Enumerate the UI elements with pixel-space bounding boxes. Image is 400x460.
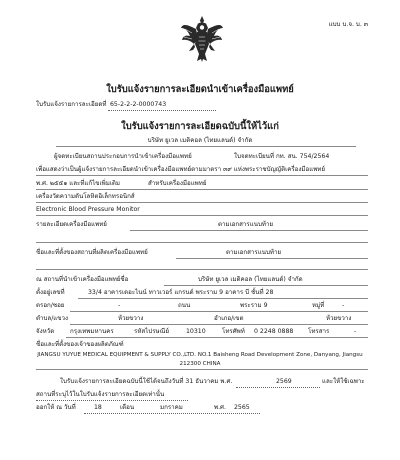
import-site-value: บริษัท ยูเวล เมดิคอล (ไทยแลนด์) จำกัด — [198, 276, 303, 283]
device-name-english: Electronic Blood Pressure Monitor — [36, 206, 140, 213]
cert-no-value: 65-2-2-2-0000743 — [110, 101, 167, 108]
moo-value: - — [342, 302, 345, 309]
district-value: ห้วยขวาง — [326, 315, 352, 322]
subtitle: ใบรับแจ้งรายการละเอียดฉบับนี้ให้ไว้แก่ — [121, 121, 279, 132]
import-site-label: ณ สถานที่นำเข้าเครื่องมือแพทย์ชื่อ — [36, 276, 129, 283]
postcode-value: 10310 — [186, 328, 206, 335]
act-year-line: พ.ศ. ๒๕๕๑ และที่แก้ไขเพิ่มเติม — [36, 180, 120, 187]
province-label: จังหวัด — [36, 328, 55, 335]
garuda-emblem-icon — [180, 14, 224, 64]
year-label: พ.ศ. — [214, 404, 226, 411]
registration-number: ใบจดทะเบียนที่ กท. สน. 754/2564 — [234, 153, 330, 160]
form-code: แบบ บ.จ. บ. ๓ — [328, 21, 368, 28]
owner-label: ชื่อและที่ตั้งของเจ้าของผลิตภัณฑ์ — [36, 341, 124, 348]
road-label: ถนน — [178, 302, 191, 309]
subdistrict-label: ตำบล/แขวง — [36, 315, 69, 322]
address-label: ตั้งอยู่เลขที่ — [36, 289, 65, 296]
declaration-line: เพื่อแสดงว่าเป็นผู้แจ้งรายการละเอียดนำเข้าเครื่องมือแพทย์ตามมาตรา ๓๙ แห่งพระราชบัญญัติเครื่องมือแพทย์ — [36, 166, 325, 173]
manufacturing-site-value: ตามเอกสารแนบท้าย — [226, 249, 282, 256]
issued-year: 2565 — [234, 404, 250, 411]
company-name: บริษัท ยูเวล เมดิคอล (ไทยแลนด์) จำกัด — [147, 137, 253, 144]
owner-value-line-2: 212300 CHINA — [179, 361, 221, 367]
soi-label: ตรอก/ซอย — [36, 302, 65, 309]
moo-label: หมู่ที่ — [312, 302, 325, 309]
issued-day: 18 — [94, 404, 102, 411]
device-detail-value: ตามเอกสารแนบท้าย — [218, 221, 274, 228]
validity-text: ใบรับแจ้งรายการละเอียดฉบับนี้ใช้ได้จนถึงวันที่ 31 ธันวาคม พ.ศ. — [60, 378, 233, 385]
validity-year: 2569 — [276, 378, 292, 385]
issued-month: มกราคม — [160, 404, 183, 411]
month-label: เดือน — [120, 404, 135, 411]
device-for-label: สำหรับเครื่องมือแพทย์ — [148, 180, 207, 187]
document-title: ใบรับแจ้งรายการละเอียดนำเข้าเครื่องมือแพทย์ — [106, 84, 294, 95]
road-value: พระราม 9 — [240, 302, 268, 309]
subdistrict-value: ห้วยขวาง — [118, 315, 144, 322]
issued-label: ออกให้ ณ วันที่ — [36, 404, 76, 411]
device-detail-label: รายละเอียดเครื่องมือแพทย์ — [36, 221, 107, 228]
address-value: 33/4 อาคารเดอะไนน์ ทาวเวอร์ แกรนด์ พระราม 9 อาคาร บี ชั้นที่ 28 — [88, 289, 274, 296]
province-value: กรุงเทพมหานคร — [70, 328, 114, 335]
device-name-thai: เครื่องวัดความดันโลหิตอิเล็กทรอนิกส์ — [36, 193, 135, 200]
validity-scope-label: และให้ใช้เฉพาะ — [322, 378, 365, 385]
fax-value: - — [354, 328, 357, 335]
fax-label: โทรสาร — [308, 328, 330, 335]
owner-value-line-1: JIANGSU YUYUE MEDICAL EQUIPMENT & SUPPLY CO.,LTD. NO.1 Baisheng Road Development Zone, Danyang, Jiangsu — [37, 352, 363, 358]
cert-no-label: ใบรับแจ้งรายการละเอียดที่ — [36, 101, 107, 108]
manufacturing-site-label: ชื่อและที่ตั้งของสถานที่ผลิตเครื่องมือแพทย์ — [36, 249, 148, 256]
postcode-label: รหัสไปรษณีย์ — [134, 328, 169, 335]
phone-value: 0 2248 0888 — [254, 328, 294, 335]
district-label: อำเภอ/เขต — [214, 315, 244, 322]
registration-label: ผู้จดทะเบียนสถานประกอบการนำเข้าเครื่องมือแพทย์ — [54, 153, 192, 160]
phone-label: โทรศัพท์ — [222, 328, 245, 335]
soi-value: - — [118, 302, 121, 309]
scope-line: สถานที่ระบุไว้ในใบรับแจ้งรายการละเอียดเท่านั้น — [36, 391, 165, 398]
